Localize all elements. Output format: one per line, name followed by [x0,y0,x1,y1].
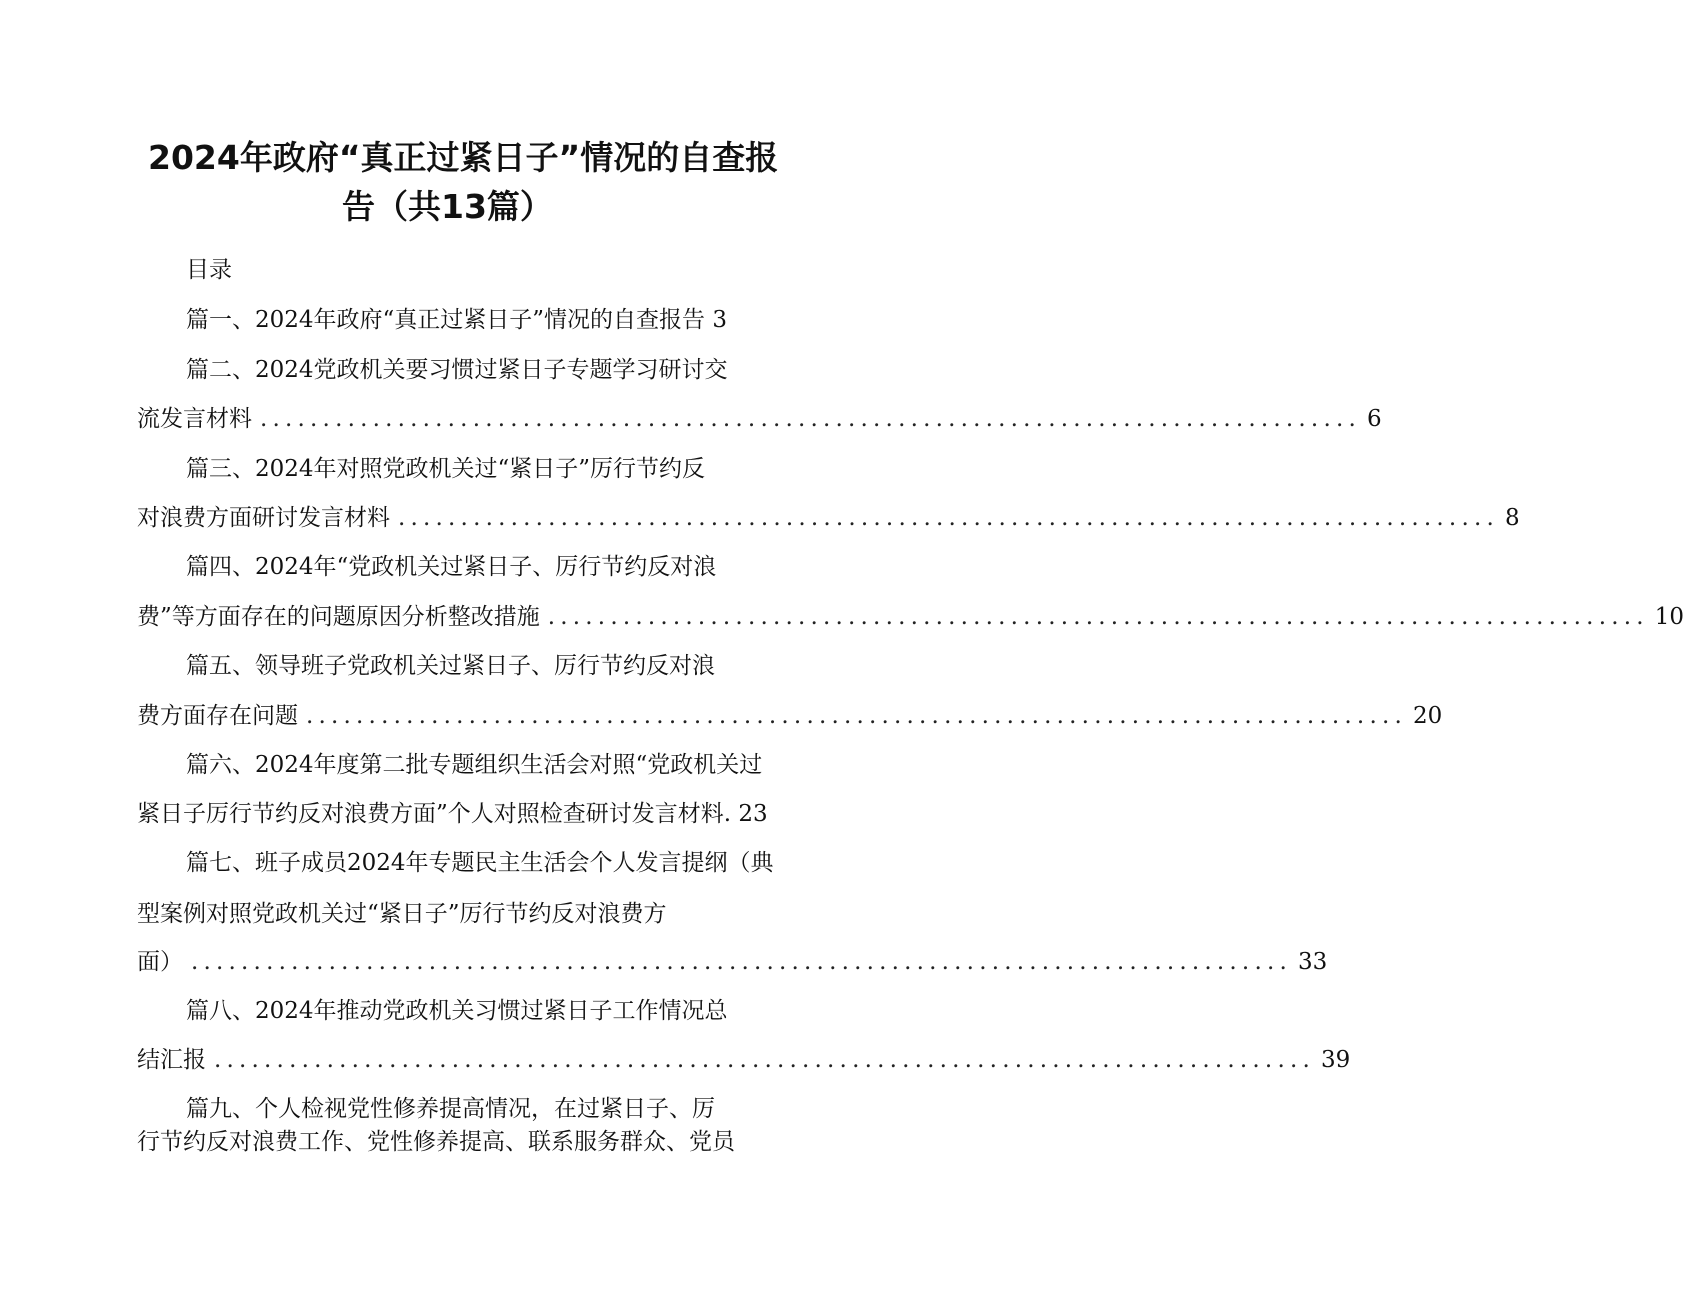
toc-page-number: 10 [1654,604,1684,630]
document-title-line-2: 告（共13篇） [342,187,553,226]
toc-leader-dots: ........................................................................................ [191,949,1292,975]
toc-page-number: 20 [1412,703,1443,729]
toc-entry-1: 篇一、2024年政府“真正过紧日子”情况的自查报告 3 [186,307,727,333]
toc-leader-dots: ........................................................................................ [260,406,1361,432]
toc-entry-9-line-2: 行节约反对浪费工作、党性修养提高、联系服务群众、党员 [137,1129,735,1155]
toc-leader-dots: ........................................................................................ [547,604,1649,630]
toc-entry-text: 对浪费方面研讨发言材料 [137,505,390,531]
toc-leader-dots: ........................................................................................ [306,703,1407,729]
toc-page-number: 33 [1297,949,1328,975]
toc-entry-text: 流发言材料 [137,406,252,432]
toc-leader-dots: ........................................................................................ [214,1047,1315,1073]
toc-entry-5-line-2 [137,700,1443,732]
toc-page-number: 6 [1366,406,1382,432]
toc-entry-5-line-1: 篇五、领导班子党政机关过紧日子、厉行节约反对浪 [186,653,715,679]
document-title-line-1: 2024年政府“真正过紧日子”情况的自查报 [148,138,779,177]
toc-entry-2-line-1: 篇二、2024党政机关要习惯过紧日子专题学习研讨交 [186,357,728,383]
toc-leader-dots: ........................................................................................ [398,505,1499,531]
toc-heading: 目录 [186,257,232,283]
toc-entry-text: 结汇报 [137,1047,206,1073]
toc-entry-4-line-2 [137,601,1684,633]
toc-entry-7-line-3 [137,946,1328,978]
toc-page-number: 8 [1504,505,1520,531]
toc-entry-8-line-1: 篇八、2024年推动党政机关习惯过紧日子工作情况总 [186,998,728,1024]
toc-entry-2-line-2 [137,403,1382,435]
toc-entry-3-line-1: 篇三、2024年对照党政机关过“紧日子”厉行节约反 [186,456,706,482]
toc-entry-7-line-2: 型案例对照党政机关过“紧日子”厉行节约反对浪费方 [137,901,667,927]
toc-entry-9-line-1: 篇九、个人检视党性修养提高情况，在过紧日子、厉 [186,1096,715,1122]
toc-entry-3-line-2 [137,502,1520,534]
toc-entry-8-line-2 [137,1044,1351,1076]
toc-entry-text: 费”等方面存在的问题原因分析整改措施 [137,604,540,630]
toc-entry-4-line-1: 篇四、2024年“党政机关过紧日子、厉行节约反对浪 [186,554,717,580]
toc-entry-text: 费方面存在问题 [137,703,298,729]
toc-page-number: 39 [1320,1047,1351,1073]
toc-entry-6-line-2: 紧日子厉行节约反对浪费方面”个人对照检查研讨发言材料. 23 [137,801,768,827]
toc-entry-text: 面） [137,949,183,975]
toc-entry-6-line-1: 篇六、2024年度第二批专题组织生活会对照“党政机关过 [186,752,763,778]
toc-entry-7-line-1: 篇七、班子成员2024年专题民主生活会个人发言提纲（典 [186,850,774,876]
